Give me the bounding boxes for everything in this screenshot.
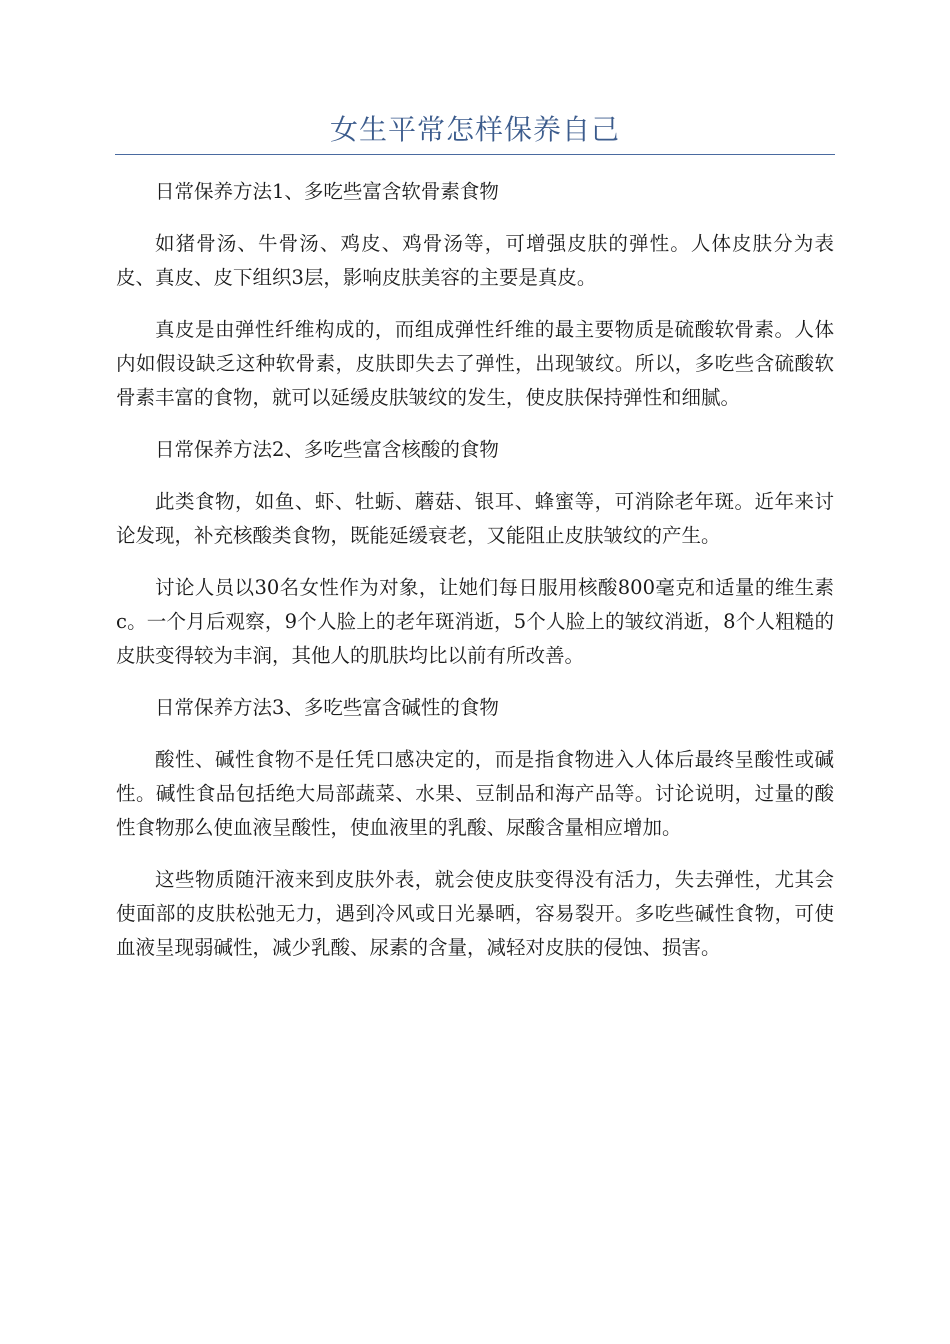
paragraph: 酸性、碱性食物不是任凭口感决定的，而是指食物进入人体后最终呈酸性或碱性。碱性食品包括绝大局部蔬菜、水果、豆制品和海产品等。讨论说明，过量的酸性食物那么使血液呈酸性，使血液里的乳酸、尿酸含量相应增加。 — [116, 748, 834, 839]
document-title: 女生平常怎样保养自己 — [329, 113, 620, 146]
section-heading-1: 日常保养方法1、多吃些富含软骨素食物 — [155, 180, 499, 203]
paragraph: 这些物质随汗液来到皮肤外表，就会使皮肤变得没有活力，失去弹性，尤其会使面部的皮肤松弛无力，遇到冷风或日光暴晒，容易裂开。多吃些碱性食物，可使血液呈现弱碱性，减少乳酸、尿素的含量，减轻对皮肤的侵蚀、损害。 — [116, 868, 834, 959]
paragraph: 如猪骨汤、牛骨汤、鸡皮、鸡骨汤等，可增强皮肤的弹性。人体皮肤分为表皮、真皮、皮下组织3层，影响皮肤美容的主要是真皮。 — [116, 232, 834, 289]
title-underline — [115, 154, 835, 155]
section-heading-3: 日常保养方法3、多吃些富含碱性的食物 — [155, 696, 499, 719]
paragraph: 真皮是由弹性纤维构成的，而组成弹性纤维的最主要物质是硫酸软骨素。人体内如假设缺乏这种软骨素，皮肤即失去了弹性，出现皱纹。所以，多吃些含硫酸软骨素丰富的食物，就可以延缓皮肤皱纹的发生，使皮肤保持弹性和细腻。 — [116, 318, 834, 409]
document-body — [116, 175, 834, 983]
paragraph: 此类食物，如鱼、虾、牡蛎、蘑菇、银耳、蜂蜜等，可消除老年斑。近年来讨论发现，补充核酸类食物，既能延缓衰老，又能阻止皮肤皱纹的产生。 — [116, 490, 834, 547]
paragraph: 讨论人员以30名女性作为对象，让她们每日服用核酸800毫克和适量的维生素c。一个月后观察，9个人脸上的老年斑消逝，5个人脸上的皱纹消逝，8个人粗糙的皮肤变得较为丰润，其他人的肌肤均比以前有所改善。 — [116, 576, 834, 667]
section-heading-2: 日常保养方法2、多吃些富含核酸的食物 — [155, 438, 499, 461]
